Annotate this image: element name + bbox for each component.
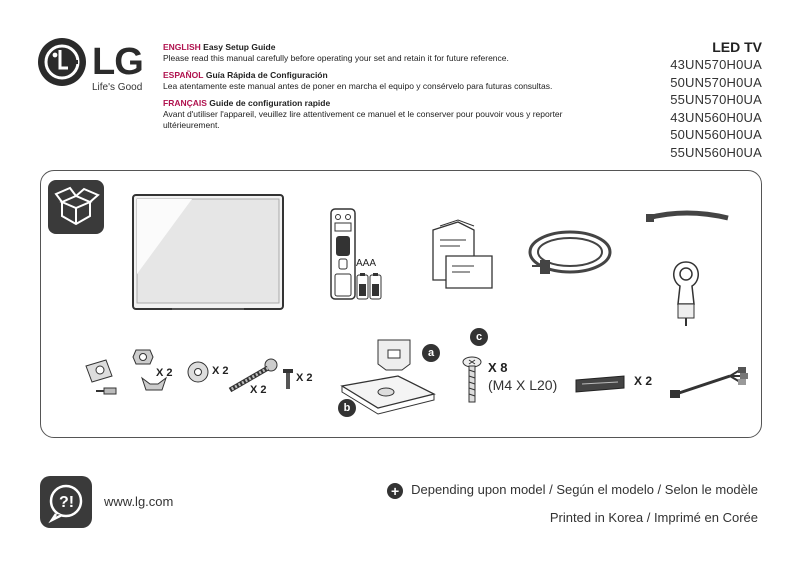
model-number: 55UN560H0UA xyxy=(670,144,762,160)
lg-logo xyxy=(38,38,158,98)
long-screw-quantity: X 2 xyxy=(250,384,267,396)
guide-title: Guía Rápida de Configuración xyxy=(205,70,328,80)
logo-text: LG xyxy=(92,41,143,83)
stand-screw-icon xyxy=(462,356,482,411)
tagline: Life's Good xyxy=(92,82,143,93)
model-dependency-note xyxy=(387,482,758,499)
website-link[interactable]: www.lg.com xyxy=(104,494,174,509)
wall-bracket-icon xyxy=(82,358,122,407)
lang-description: Avant d'utiliser l'appareil, veuillez lire attentivement ce manuel et le conserver pour pouvoir vous y reporter xyxy=(163,109,563,119)
printed-in-text: Printed in Korea / Imprimé en Corée xyxy=(549,510,758,525)
battery-icon xyxy=(356,272,384,305)
lang-code: FRANÇAIS xyxy=(163,98,207,108)
english-block xyxy=(163,42,509,64)
help-question-icon xyxy=(40,476,92,528)
short-screw-icon xyxy=(282,368,294,395)
stand-screw-quantity: X 8 xyxy=(488,360,508,375)
model-number: 50UN560H0UA xyxy=(670,127,762,142)
guide-title: Easy Setup Guide xyxy=(203,42,276,52)
french-block xyxy=(163,98,562,131)
screw-c-marker: c xyxy=(470,328,488,346)
stand-screw-spec: (M4 X L20) xyxy=(488,377,558,393)
lang-code: ESPAÑOL xyxy=(163,70,204,80)
washer-icon xyxy=(186,360,210,389)
note-text: Depending upon model / Según el modelo / Selon le modèle xyxy=(411,482,758,497)
av-cable-icon xyxy=(670,366,750,405)
cable-tie-icon xyxy=(646,206,730,231)
plus-icon: + xyxy=(387,483,403,499)
cable-management-clip-icon xyxy=(574,374,626,399)
model-number: 43UN560H0UA xyxy=(670,109,762,125)
power-cord-icon xyxy=(522,224,618,285)
spanish-block xyxy=(163,70,552,92)
remote-control-icon xyxy=(330,208,356,305)
cable-holder-icon xyxy=(664,256,708,331)
model-list xyxy=(670,38,762,161)
product-title: LED TV xyxy=(712,39,762,55)
model-number: 50UN570H0UA xyxy=(670,74,762,90)
lang-description: Lea atentamente este manual antes de poner en marcha el equipo y consérvelo para futuras consultas. xyxy=(163,81,553,91)
tv-illustration xyxy=(132,194,284,317)
stand-part-b-marker: b xyxy=(338,399,356,417)
short-screw-quantity: X 2 xyxy=(296,372,313,384)
svg-text:?!: ?! xyxy=(59,494,75,511)
lang-description-cont: ultérieurement. xyxy=(163,120,220,130)
guide-title: Guide de configuration rapide xyxy=(209,98,331,108)
lang-description: Please read this manual carefully before operating your set and retain it for future reference. xyxy=(163,53,509,63)
nut-icon xyxy=(132,348,154,371)
model-number: 43UN570H0UA xyxy=(670,57,762,72)
bolt-quantity: X 2 xyxy=(212,365,229,377)
stand-part-a-marker: a xyxy=(422,344,440,362)
washer-quantity: X 2 xyxy=(156,367,173,379)
cable-clip-quantity: X 2 xyxy=(634,374,653,388)
lang-code: ENGLISH xyxy=(163,42,201,52)
model-number: 55UN570H0UA xyxy=(670,92,762,107)
manual-booklets-icon xyxy=(430,214,494,295)
battery-label: AAA xyxy=(356,258,377,269)
lg-face-icon xyxy=(38,38,86,86)
open-box-icon xyxy=(48,180,104,234)
